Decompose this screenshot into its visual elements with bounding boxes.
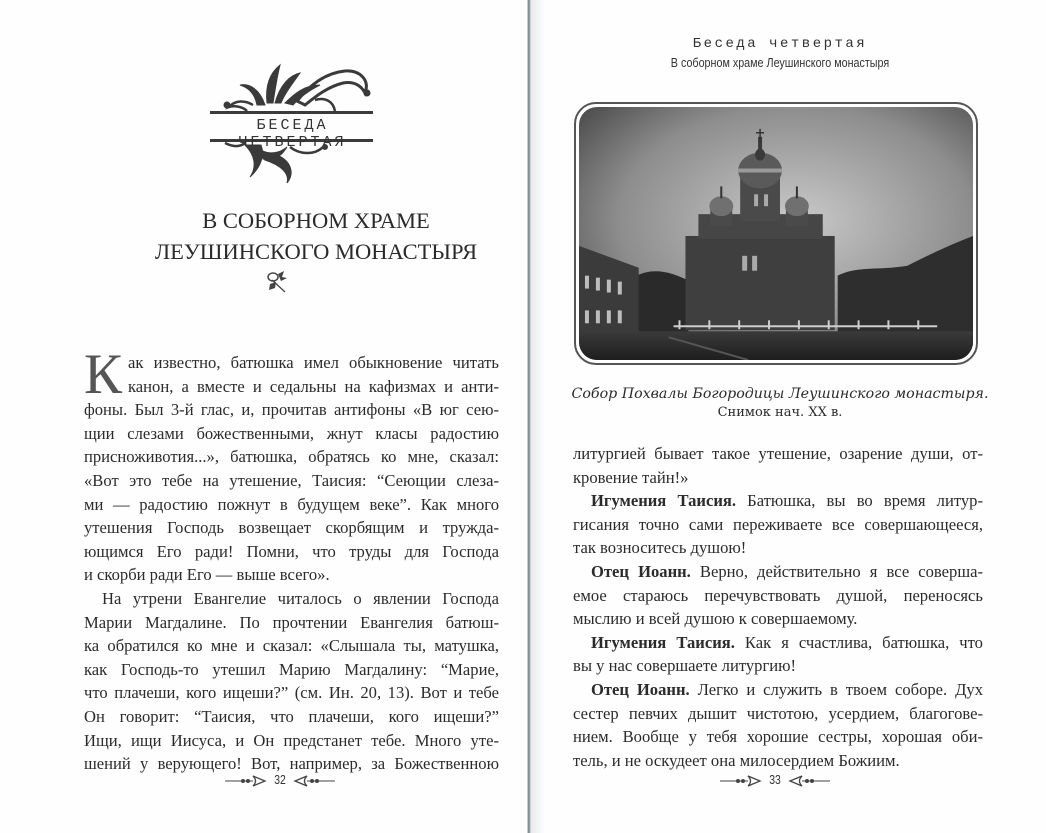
dialogue-paragraph xyxy=(573,489,983,560)
text-line: ак известно, батюшка имел обыкновение читать xyxy=(128,353,499,372)
text-line: гисания точно сами переживаете все совершающееся, xyxy=(573,514,983,534)
page-number: 33 xyxy=(769,772,781,787)
dialogue-paragraph xyxy=(573,560,983,631)
text-line: присноживотия...», батюшка, обратясь ко мне, сказал: xyxy=(84,447,499,467)
drop-cap: К xyxy=(84,343,123,406)
speaker-name: Отец Иоанн. xyxy=(591,679,690,699)
spine-shadow xyxy=(531,0,545,833)
text-line xyxy=(573,631,983,655)
page-number-left xyxy=(205,770,355,792)
text-line xyxy=(573,489,983,513)
chapter-title-line: ЛЕУШИНСКОГО МОНАСТЫРЯ xyxy=(154,239,478,264)
running-subtitle: В соборном храме Леушинского монастыря xyxy=(670,56,890,70)
speaker-name: Игумения Таисия. xyxy=(591,632,735,652)
text-line: ка обратился ко мне и сказал: «Слышала ты, матушка, xyxy=(84,636,499,656)
text-line: Он говорит: “Таисия, что плачеши, кого ищеши?” xyxy=(84,706,499,726)
text-line: Ищи, ищи Иисуса, и Он предстанет тебе. Много уте- xyxy=(84,730,499,750)
page-number-right xyxy=(700,770,850,792)
text-line: так возноситесь душою! xyxy=(573,538,747,558)
chapter-label: БЕСЕДА ЧЕТВЕРТАЯ xyxy=(238,117,347,151)
photo-frame xyxy=(574,102,978,365)
speaker-name: Отец Иоанн. xyxy=(591,561,691,581)
right-body-text xyxy=(573,442,983,772)
text-line: ющимся Его ради! Помни, что труды для Господа xyxy=(84,541,499,561)
sprig-ornament-icon xyxy=(266,270,288,294)
photo-caption: Собор Похвалы Богородицы Леушинского монастыря. xyxy=(571,386,989,402)
page-number: 32 xyxy=(274,772,286,787)
dialogue-paragraph xyxy=(573,631,983,678)
text-line: литургией бывает такое утешение, озарение души, от- xyxy=(573,444,983,463)
text-line: нием. Вообще у тебя хорошие сестры, хорошая оби- xyxy=(573,727,983,747)
speech: Как я счастлива, батюшка, что xyxy=(734,632,983,652)
text-line: «Вот это тебе на утешение, Таисия: “Сеющии слеза- xyxy=(84,470,499,490)
text-line xyxy=(573,678,983,702)
text-line: тель, и не оскудеет она милосердием Божиим. xyxy=(573,750,900,770)
left-body-text xyxy=(84,343,499,776)
text-line: Марии Магдалине. По прочтении Евангелия батюш- xyxy=(84,612,499,632)
text-line: как Господь-то утешил Марию Магдалину: “Марие, xyxy=(84,659,499,679)
speech: Верно, действительно я все соверша- xyxy=(690,561,983,581)
text-line: и скорби ради Его — выше всего». xyxy=(84,565,330,585)
speaker-name: Игумения Таисия. xyxy=(591,491,737,511)
text-line: кровение тайн!» xyxy=(573,467,689,487)
paragraph xyxy=(84,343,499,587)
text-line: щии слезами божественными, жнут класы радостию xyxy=(84,423,499,443)
cathedral-photo xyxy=(579,107,973,360)
paragraph xyxy=(84,587,499,776)
text-line: канон, а вместе и седальны на кафизмах и анти- xyxy=(128,376,499,396)
paragraph xyxy=(573,442,983,489)
speech: Легко и служить в твоем соборе. Дух xyxy=(689,679,983,699)
text-line: что плачеши, кого ищеши?” (см. Ин. 20, 13). Вот и тебе xyxy=(84,683,499,703)
text-line xyxy=(573,560,983,584)
text-line: На утрени Евангелие читалось о явлении Господа xyxy=(102,588,499,608)
photo-caption-sub: Снимок нач. XX в. xyxy=(717,405,843,420)
text-line: вы у нас совершаете литургию! xyxy=(573,656,797,676)
text-line: фоны. Был 3-й глас, и, прочитав антифоны «В юг сею- xyxy=(84,400,499,420)
text-line: утешения Господь возвещает скорбящим и тружда- xyxy=(84,518,499,538)
running-title: Беседа четвертая xyxy=(692,36,868,52)
text-line: сестер певчих дышит чистотою, усердием, благогове- xyxy=(573,703,983,723)
chapter-title xyxy=(100,205,532,267)
chapter-title-line: В СОБОРНОМ ХРАМЕ xyxy=(202,208,430,233)
dialogue-paragraph xyxy=(573,678,983,772)
text-line: шений у верующего! Вот, например, за Божественною xyxy=(84,754,499,774)
text-line: мыслию и всей душою к совершаемому. xyxy=(573,609,858,629)
speech: Батюшка, вы во время литур- xyxy=(736,491,983,511)
text-line: ми — радостию пожнут в будущем веке”. Как много xyxy=(84,494,499,514)
text-line: емое стараюсь перечувствовать душой, переносясь xyxy=(573,585,983,605)
